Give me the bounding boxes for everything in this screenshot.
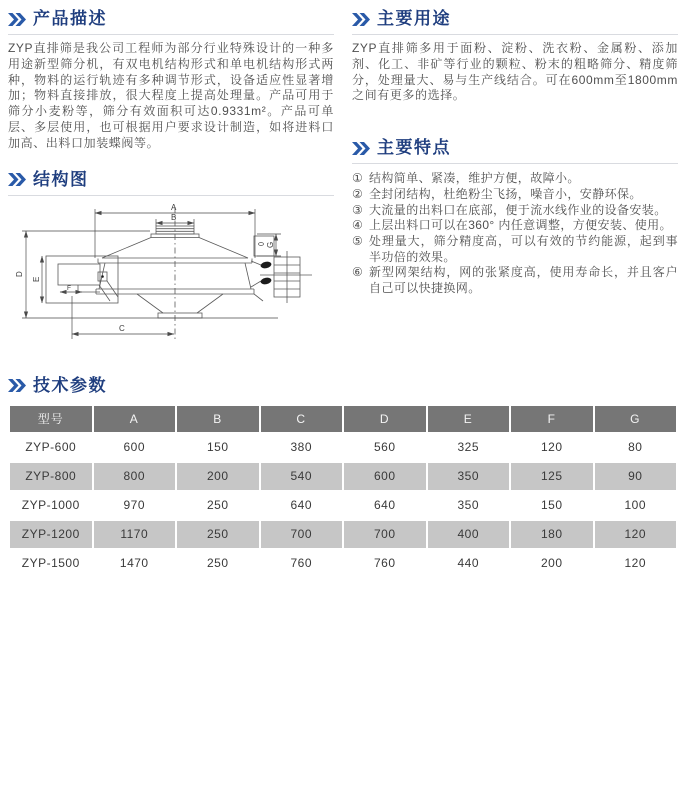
value-cell: 250 (177, 550, 259, 577)
value-cell: 800 (94, 463, 176, 490)
value-cell: 600 (344, 463, 426, 490)
technical-parameters-heading (8, 375, 678, 397)
section-divider (352, 34, 678, 35)
dim-label-G: G (266, 241, 275, 248)
feature-item (352, 187, 678, 203)
table-row (10, 521, 676, 548)
column-header-e: E (428, 406, 510, 432)
value-cell: 440 (428, 550, 510, 577)
dim-label-E: E (32, 276, 41, 282)
value-cell: 325 (428, 434, 510, 461)
model-cell: ZYP-1500 (10, 550, 92, 577)
feature-item (352, 265, 678, 296)
parameters-table (8, 404, 678, 579)
value-cell: 350 (428, 492, 510, 519)
model-cell: ZYP-1200 (10, 521, 92, 548)
value-cell: 120 (511, 434, 593, 461)
value-cell: 380 (261, 434, 343, 461)
feature-number: ⑤ (352, 234, 363, 248)
column-header-c: C (261, 406, 343, 432)
double-chevron-icon (8, 13, 26, 26)
feature-number: ③ (352, 202, 363, 217)
value-cell: 760 (261, 550, 343, 577)
table-row (10, 550, 676, 577)
value-cell: 100 (595, 492, 677, 519)
clamp-bolt (260, 260, 272, 269)
feature-text: 上层出料口可以在360° 内任意调整，方便安装、使用。 (369, 218, 672, 233)
table-row (10, 434, 676, 461)
value-cell: 250 (177, 521, 259, 548)
dim-label-B: B (171, 212, 177, 222)
value-cell: 250 (177, 492, 259, 519)
feature-number: ⑥ (352, 265, 363, 280)
dim-label-D: D (15, 270, 24, 277)
feature-item (352, 218, 678, 234)
feature-text: 处理量大，筛分精度高，可以有效的节约能源，起到事半功倍的效果。 (369, 234, 678, 264)
value-cell: 80 (595, 434, 677, 461)
section-title: 产品描述 (33, 9, 107, 28)
column-header-g: G (595, 406, 677, 432)
double-chevron-icon (352, 142, 370, 155)
value-cell: 540 (261, 463, 343, 490)
feature-item (352, 171, 678, 187)
section-title: 主要用途 (377, 9, 451, 28)
value-cell: 700 (261, 521, 343, 548)
value-cell: 700 (344, 521, 426, 548)
column-header-b: B (177, 406, 259, 432)
value-cell: 400 (428, 521, 510, 548)
section-divider (8, 195, 334, 196)
value-cell: 150 (511, 492, 593, 519)
double-chevron-icon (8, 173, 26, 186)
feature-text: 大流量的出料口在底部，便于流水线作业的设备安装。 (369, 202, 667, 217)
main-uses-text: ZYP直排筛多用于面粉、淀粉、洗衣粉、金属粉、添加剂、化工、非矿等行业的颗粒、粉末的粗略筛分、精度筛分，处理量大、易与生产线结合。可在600mm至1800mm之间有更多的选择。 (352, 41, 678, 103)
section-title: 主要特点 (377, 138, 451, 158)
value-cell: 640 (344, 492, 426, 519)
product-description-text: ZYP直排筛是我公司工程师为部分行业特殊设计的一种多用途新型筛分机，有双电机结构形式和单电机结构形式两种，物料的运行轨迹有多种调节形式，设备适应性显著增加；物料直接排放，很大程度上提高处理量。产品可用于筛分小麦粉等，筛分有效面积可达0.9331m²。产品可单层、多层使用，也可根据用户要求设计制造，如将进料口加高、出料口加装蝶阀等。 (8, 41, 334, 150)
value-cell: 350 (428, 463, 510, 490)
feature-text: 结构简单、紧凑，维护方便，故障小。 (369, 171, 580, 186)
value-cell: 1170 (94, 521, 176, 548)
feature-item (352, 203, 678, 219)
value-cell: 970 (94, 492, 176, 519)
section-divider (8, 34, 334, 35)
section-title: 技术参数 (33, 375, 107, 395)
value-cell: 1470 (94, 550, 176, 577)
dim-label-F: F (67, 284, 71, 292)
section-title: 结构图 (33, 169, 89, 189)
feature-number: ④ (352, 218, 363, 233)
column-header-model: 型号 (10, 406, 92, 432)
structure-diagram-heading (8, 169, 334, 191)
value-cell: 120 (595, 521, 677, 548)
model-cell: ZYP-1000 (10, 492, 92, 519)
section-divider (352, 163, 678, 164)
value-cell: 200 (511, 550, 593, 577)
section-product-description (8, 8, 334, 152)
feature-text: 新型网架结构，网的张紧度高，使用寿命长，并且客户自己可以快捷换网。 (369, 265, 678, 296)
value-cell: 120 (595, 550, 677, 577)
section-technical-parameters (8, 375, 678, 579)
value-cell: 600 (94, 434, 176, 461)
value-cell: 560 (344, 434, 426, 461)
table-header-row (10, 406, 676, 432)
value-cell: 640 (261, 492, 343, 519)
double-chevron-icon (8, 379, 26, 392)
feature-number: ② (352, 186, 363, 201)
value-cell: 90 (595, 463, 677, 490)
two-column-area (8, 8, 678, 353)
clamp-bolt (260, 276, 272, 285)
sieve-machine-engineering-drawing (10, 201, 336, 353)
section-main-features (352, 137, 678, 297)
value-cell: 760 (344, 550, 426, 577)
feature-text: 全封闭结构，杜绝粉尘飞扬，噪音小，安静环保。 (369, 186, 642, 201)
model-cell: ZYP-600 (10, 434, 92, 461)
value-cell: 150 (177, 434, 259, 461)
product-description-heading (8, 8, 334, 30)
right-column (352, 8, 678, 297)
value-cell: 125 (511, 463, 593, 490)
double-chevron-icon (352, 13, 370, 26)
dim-label-A: A (171, 202, 177, 212)
value-cell: 180 (511, 521, 593, 548)
value-cell: 200 (177, 463, 259, 490)
column-header-f: F (511, 406, 593, 432)
table-row (10, 463, 676, 490)
section-main-uses (352, 8, 678, 104)
feature-number: ① (352, 171, 363, 186)
table-row (10, 492, 676, 519)
main-uses-heading (352, 8, 678, 30)
structure-diagram-drawing (8, 201, 334, 353)
left-column (8, 8, 334, 353)
section-structure-diagram (8, 169, 334, 353)
feature-item (352, 234, 678, 265)
model-cell: ZYP-800 (10, 463, 92, 490)
column-header-d: D (344, 406, 426, 432)
features-list (352, 171, 678, 297)
dim-label-C: C (119, 323, 125, 333)
main-features-heading (352, 137, 678, 159)
column-header-a: A (94, 406, 176, 432)
